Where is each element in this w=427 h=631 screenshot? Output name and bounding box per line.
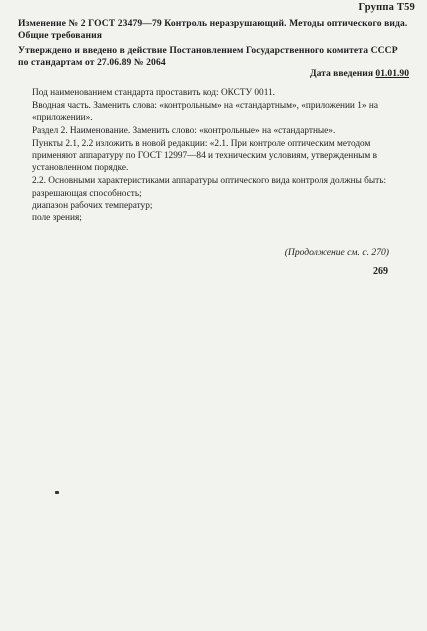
introduction-date-value: 01.01.90 — [375, 68, 409, 79]
paragraph-code: Под наименованием стандарта проставить код: ОКСТУ 0011. — [32, 88, 275, 98]
continuation-note: (Продолжение см. с. 270) — [284, 247, 389, 258]
paragraph-section2: Раздел 2. Наименование. Заменить слово: «контрольные» на «стандартные». — [32, 126, 336, 136]
list-item: разрешающая способность; — [32, 189, 142, 199]
page-number: 269 — [373, 266, 388, 277]
paragraph-intro: Вводная часть. Заменить слова: «контрольным» на «стандартным», «приложении 1» на «приложении». — [32, 101, 378, 123]
approval-statement: Утверждено и введено в действие Постановлением Государственного комитета СССР по стандартам от 27.06.89 № 2064 — [18, 45, 398, 68]
amendment-title: Изменение № 2 ГОСТ 23479—79 Контроль неразрушающий. Методы оптического вида. Общие требования — [18, 18, 408, 41]
amendment-body — [32, 87, 388, 224]
group-label: Группа Т59 — [358, 2, 415, 13]
paragraph-clauses: Пункты 2.1, 2.2 изложить в новой редакции: «2.1. При контроле оптическим методом применяют аппаратуру по ГОСТ 12997—84 и техническим условиям, утвержденным в установленном порядке. — [32, 139, 378, 173]
introduction-date — [310, 68, 409, 79]
scan-speck — [55, 491, 59, 494]
characteristics-list — [32, 188, 388, 224]
paragraph-characteristics: 2.2. Основными характеристиками аппаратуры оптического вида контроля должны быть: — [32, 176, 387, 186]
list-item: поле зрения; — [32, 213, 82, 223]
introduction-date-label: Дата введения — [309, 68, 374, 79]
list-item: диапазон рабочих температур; — [32, 201, 153, 211]
